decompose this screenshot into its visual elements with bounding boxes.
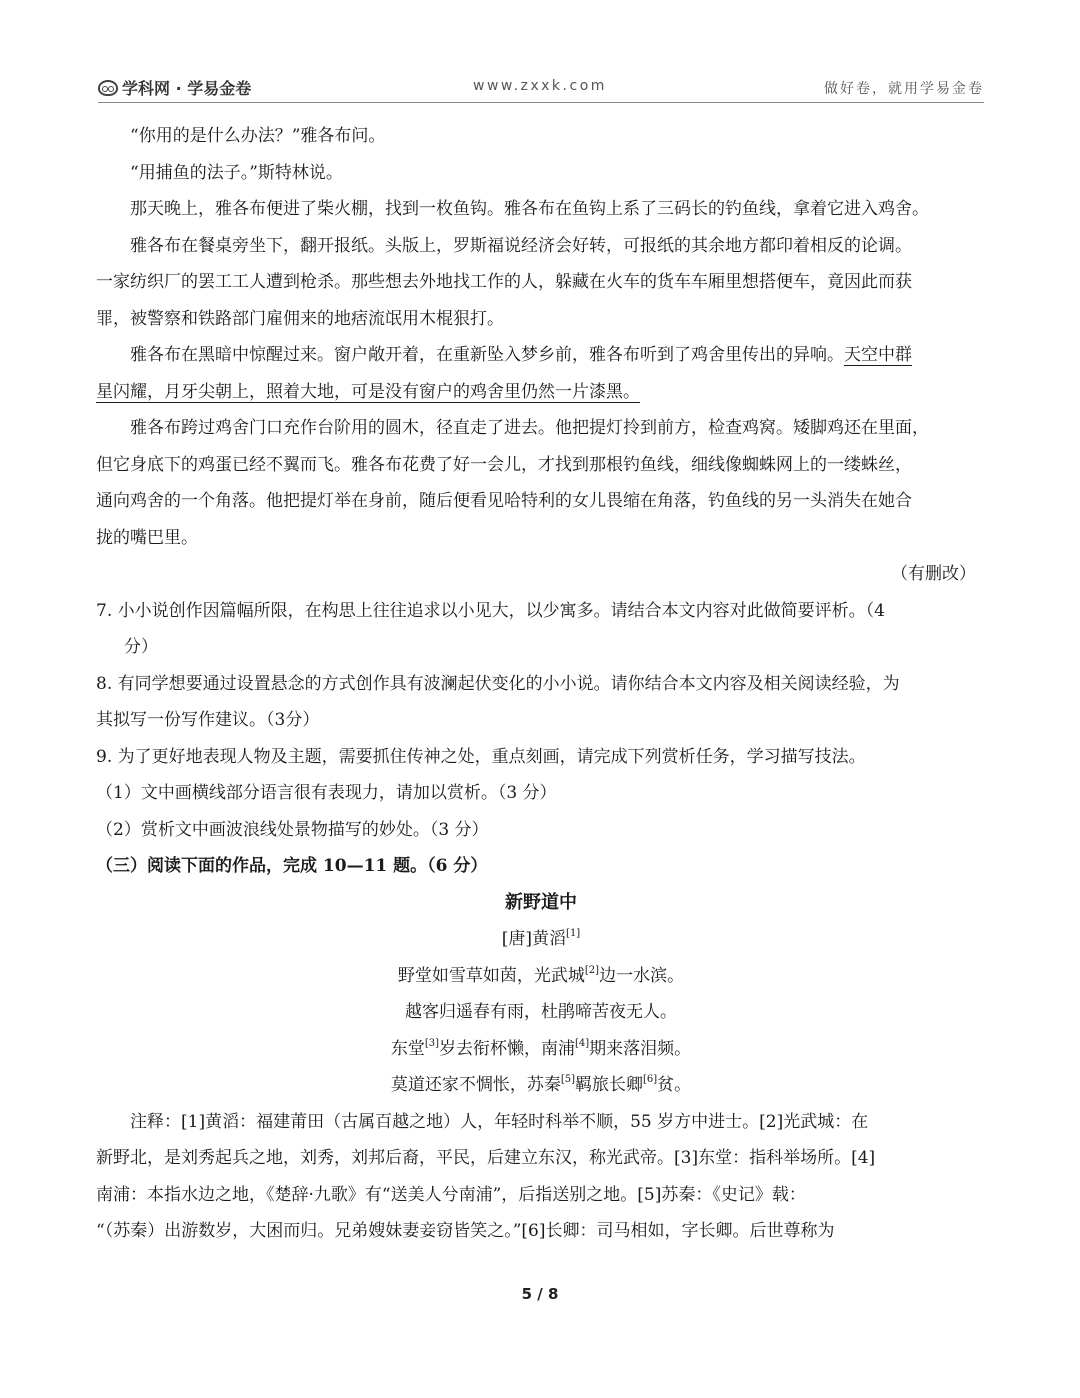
poem-text: 莫道还家不惆怅，苏秦 [390,1075,561,1095]
story-line [96,374,986,411]
header-slogan: 做好卷，就用学易金卷 [824,81,984,97]
underlined-text: 星闪耀，月牙尖朝上，照着大地，可是没有窗户的鸡舍里仍然一片漆黑。 [96,381,640,402]
story-paragraph: “用捕鱼的法子。”斯特林说。 [130,162,343,183]
footnote-ref: [4] [575,1037,590,1049]
poem-text: 期来落泪频。 [589,1038,692,1059]
story-paragraph: “你用的是什么办法？”雅各布问。 [130,126,386,146]
poem-line [96,1067,986,1104]
footnote-ref: [5] [560,1074,575,1085]
underlined-text: 天空中群 [844,345,912,365]
author-text: [唐]黄滔 [501,929,567,949]
poem-line [96,1031,986,1068]
page-content [96,118,986,1250]
page-header [98,74,984,103]
question-9-1: （1）文中画横线部分语言很有表现力，请加以赏析。（3 分） [96,783,557,803]
story-line [96,337,986,374]
story-line: 拢的嘴巴里。 [96,527,198,548]
question-7-cont: 分） [124,637,158,657]
question-7: 7. 小小说创作因篇幅所限，在构思上往往追求以小见大，以少寓多。请结合本文内容对此做简要评析。（4 [96,600,885,621]
poem-text: 贫。 [657,1075,692,1095]
footnote-ref: [3] [424,1037,439,1049]
annotation-line: “（苏秦）出游数岁，大困而归。兄弟嫂妹妻妾窃皆笑之。”[6]长卿：司马相如，字长卿。后世尊称为 [96,1221,835,1241]
logo [98,76,251,99]
poem-line: 越客归遥春有雨，杜鹃啼苦夜无人。 [405,1002,677,1022]
poem-line [96,958,986,995]
poem-text: 岁去衔杯懒，南浦 [439,1038,575,1059]
question-8-cont: 其拟写一份写作建议。（3分） [96,710,320,730]
footnote-ref: [2] [584,964,600,976]
story-paragraph: 那天晚上，雅各布便进了柴火棚，找到一枚鱼钩。雅各布在鱼钩上系了三码长的钓鱼线，拿着它进入鸡舍。 [130,199,929,219]
logo-icon [98,80,118,96]
annotation-line: 注释：[1]黄滔：福建莆田（古属百越之地）人，年轻时科举不顺，55 岁方中进士。[2]光武城：在 [130,1111,869,1132]
source-note: （有删改） [891,564,976,584]
question-9: 9. 为了更好地表现人物及主题，需要抓住传神之处，重点刻画，请完成下列赏析任务，学习描写技法。 [96,746,866,767]
footnote-ref: [1] [566,928,581,939]
poem-text: 野堂如雪草如茵，光武城 [397,965,585,986]
poem-text: 东堂 [390,1038,425,1059]
footnote-ref: [6] [643,1074,658,1085]
story-line: 罪，被警察和铁路部门雇佣来的地痞流氓用木棍狠打。 [96,308,504,329]
logo-text: 学科网 · 学易金卷 [122,79,252,98]
story-line: 雅各布在餐桌旁坐下，翻开报纸。头版上，罗斯福说经济会好转，可报纸的其余地方都印着相反的论调。 [130,235,912,256]
story-line: 但它身底下的鸡蛋已经不翼而飞。雅各布花费了好一会儿，才找到那根钓鱼线，细线像蜘蛛网上的一缕蛛丝， [96,454,912,475]
poem-title: 新野道中 [505,891,577,913]
question-8: 8. 有同学想要通过设置悬念的方式创作具有波澜起伏变化的小小说。请你结合本文内容及相关阅读经验，为 [96,673,900,694]
question-9-2: （2）赏析文中画波浪线处景物描写的妙处。（3 分） [96,819,489,840]
story-line: 一家纺织厂的罢工工人遭到枪杀。那些想去外地找工作的人，躲藏在火车的货车车厢里想搭便车，竟因此而获 [96,272,912,292]
annotation-line: 南浦：本指水边之地，《楚辞·九歌》有“送美人兮南浦”，后指送别之地。[5]苏秦：《史记》载： [96,1184,806,1205]
site-url: www.zxxk.com [473,78,607,94]
section-heading: （三）阅读下面的作品，完成 10—11 题。（6 分） [96,856,488,876]
poem-text: 羁旅长卿 [575,1075,643,1095]
annotation-line: 新野北，是刘秀起兵之地，刘秀，刘邦后裔，平民，后建立东汉，称光武帝。[3]东堂：指科举场所。[4] [96,1148,876,1168]
story-line: 雅各布跨过鸡舍门口充作台阶用的圆木，径直走了进去。他把提灯拎到前方，检查鸡窝。矮脚鸡还在里面， [130,418,929,438]
story-text: 雅各布在黑暗中惊醒过来。窗户敞开着，在重新坠入梦乡前，雅各布听到了鸡舍里传出的异响。 [130,345,844,365]
story-line: 通向鸡舍的一个角落。他把提灯举在身前，随后便看见哈特利的女儿畏缩在角落，钓鱼线的另一头消失在她合 [96,491,912,511]
page-number: 5 / 8 [521,1285,559,1303]
poem-text: 边一水滨。 [599,965,685,986]
poem-author [96,921,986,958]
